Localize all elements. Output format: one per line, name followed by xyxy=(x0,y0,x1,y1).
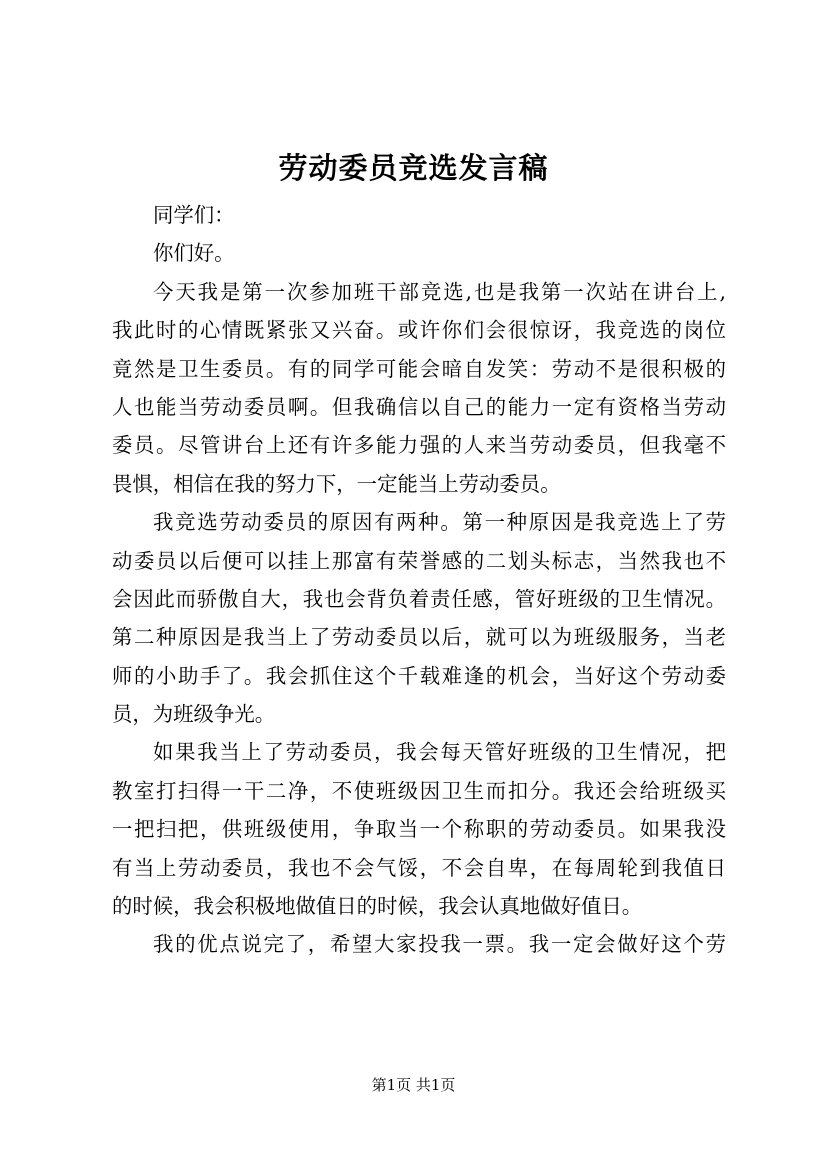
text-line: 师的小助手了。我会抓住这个千载难逢的机会，当好这个劳动委 xyxy=(112,663,726,688)
text-line: 会因此而骄傲自大，我也会背负着责任感，管好班级的卫生情况。 xyxy=(112,586,726,611)
text-line: 同学们： xyxy=(153,203,235,227)
document-body xyxy=(112,196,726,964)
paragraph-closing xyxy=(112,925,726,963)
paragraph-reasons xyxy=(112,503,726,733)
paragraph-hello xyxy=(112,234,726,272)
text-line: 员，为班级争光。 xyxy=(112,702,276,727)
paragraph-greeting xyxy=(112,196,726,234)
text-line: 竟然是卫生委员。有的同学可能会暗自发笑：劳动不是很积极的 xyxy=(112,356,726,381)
text-line: 的时候，我会积极地做值日的时候，我会认真地做好值日。 xyxy=(112,894,643,919)
text-line: 有当上劳动委员，我也不会气馁，不会自卑，在每周轮到我值日 xyxy=(112,855,726,880)
text-line: 第二种原因是我当上了劳动委员以后，就可以为班级服务，当老 xyxy=(112,625,726,650)
text-line: 动委员以后便可以挂上那富有荣誉感的二划头标志，当然我也不 xyxy=(112,548,726,573)
document-title: 劳动委员竞选发言稿 xyxy=(278,151,549,185)
text-line: 一把扫把，供班级使用，争取当一个称职的劳动委员。如果我没 xyxy=(112,817,726,842)
text-line: 委员。尽管讲台上还有许多能力强的人来当劳动委员，但我毫不 xyxy=(112,433,726,458)
text-line: 人也能当劳动委员啊。但我确信以自己的能力一定有资格当劳动 xyxy=(112,394,726,419)
text-line: 我的优点说完了，希望大家投我一票。我一定会做好这个劳 xyxy=(153,932,726,957)
text-line: 如果我当上了劳动委员，我会每天管好班级的卫生情况，把 xyxy=(153,740,726,765)
text-line: 畏惧，相信在我的努力下，一定能当上劳动委员。 xyxy=(112,471,561,496)
text-line: 教室打扫得一干二净，不使班级因卫生而扣分。我还会给班级买 xyxy=(112,778,726,803)
text-line: 我竞选劳动委员的原因有两种。第一种原因是我竞选上了劳 xyxy=(153,510,726,535)
page-footer: 第1页 共1页 xyxy=(371,1076,456,1094)
text-line: 我此时的心情既紧张又兴奋。或许你们会很惊讶，我竞选的岗位 xyxy=(112,318,726,343)
paragraph-plans xyxy=(112,733,726,925)
text-line: 你们好。 xyxy=(153,241,235,266)
paragraph-intro xyxy=(112,273,726,503)
text-line: 今天我是第一次参加班干部竞选,也是我第一次站在讲台上, xyxy=(153,279,726,304)
